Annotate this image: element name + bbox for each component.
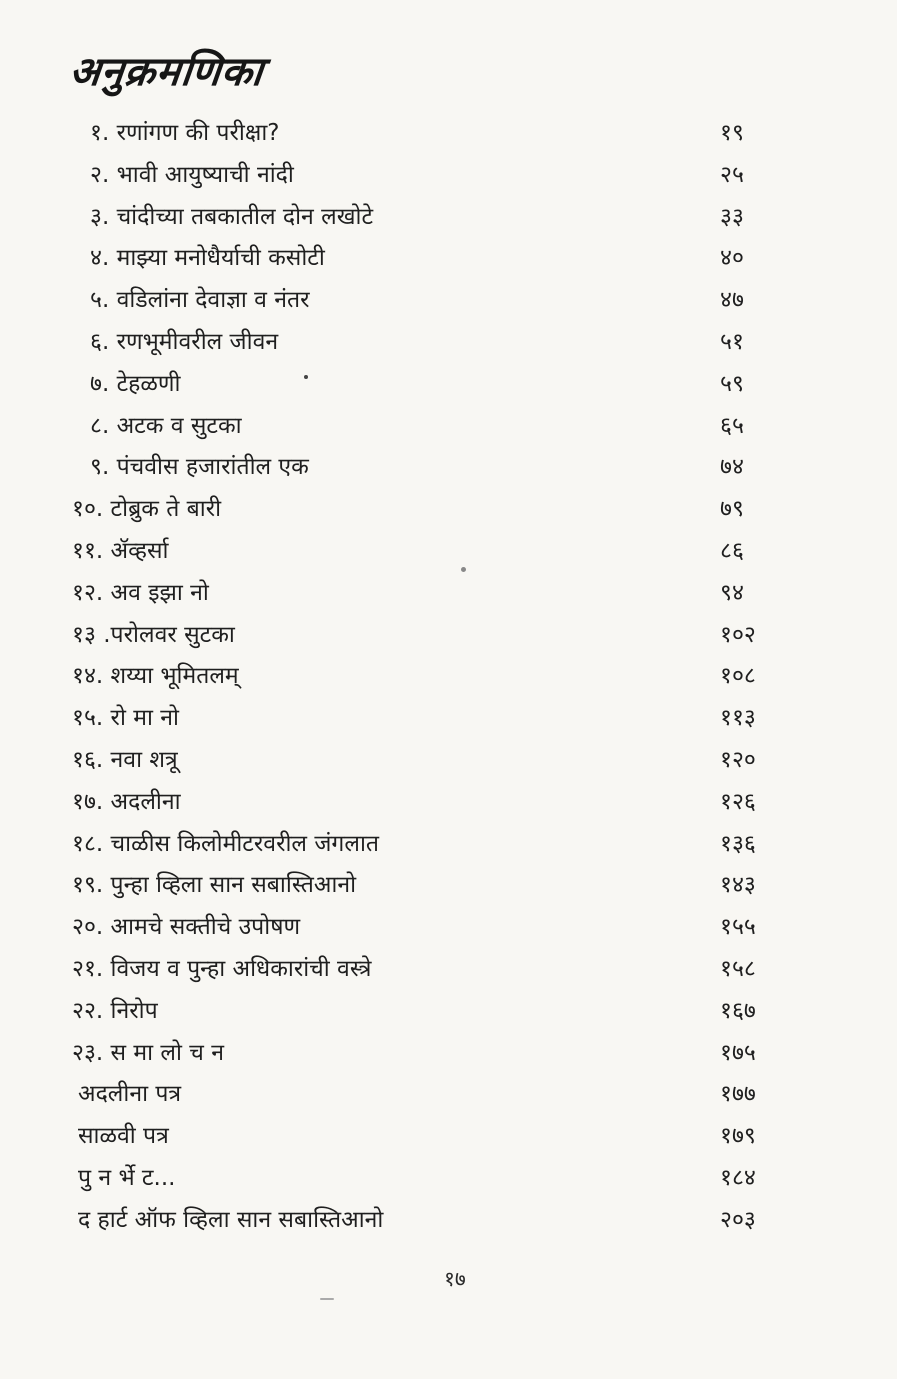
chapter-page-number: २५ [720, 161, 744, 188]
chapter-title: ५. वडिलांना देवाज्ञा व नंतर [90, 287, 310, 314]
toc-row-27 [0, 1200, 897, 1242]
chapter-title: ९. पंचवीस हजारांतील एक [90, 454, 309, 481]
chapter-page-number: १२६ [720, 788, 756, 815]
chapter-page-number: १४३ [720, 872, 756, 899]
chapter-title: २१. विजय व पुन्हा अधिकारांची वस्त्रे [72, 955, 372, 982]
toc-row-1 [0, 113, 897, 155]
chapter-page-number: १५८ [720, 955, 756, 982]
chapter-title: १५. रो मा नो [72, 705, 179, 732]
toc-row-6 [0, 322, 897, 364]
chapter-title: १२. अव इझा नो [72, 579, 209, 606]
chapter-page-number: ६५ [720, 412, 744, 439]
chapter-title: १०. टोब्रुक ते बारी [72, 496, 222, 523]
toc-row-11 [0, 531, 897, 573]
toc-row-21 [0, 949, 897, 991]
chapter-title: १६. नवा शत्रू [72, 746, 178, 773]
toc-row-22 [0, 991, 897, 1033]
toc-row-25 [0, 1116, 897, 1158]
chapter-page-number: ७९ [720, 496, 744, 523]
chapter-title: २०. आमचे सक्तीचे उपोषण [72, 914, 301, 941]
chapter-page-number: ५९ [720, 370, 744, 397]
toc-row-12 [0, 573, 897, 615]
chapter-page-number: १३६ [720, 830, 756, 857]
toc-row-16 [0, 740, 897, 782]
chapter-page-number: ११३ [720, 705, 756, 732]
chapter-page-number: १७९ [720, 1123, 756, 1150]
chapter-page-number: १२० [720, 746, 756, 773]
toc-row-4 [0, 238, 897, 280]
chapter-title: २३. स मा लो च न [72, 1039, 224, 1066]
chapter-title: द हार्ट ऑफ व्हिला सान सबास्तिआनो [78, 1206, 384, 1233]
chapter-page-number: १८४ [720, 1164, 756, 1191]
toc-row-7 [0, 364, 897, 406]
toc-row-17 [0, 782, 897, 824]
chapter-title: ३. चांदीच्या तबकातील दोन लखोटे [90, 203, 374, 230]
toc-row-9 [0, 447, 897, 489]
toc-row-19 [0, 865, 897, 907]
toc-row-13 [0, 615, 897, 657]
chapter-page-number: ५१ [720, 328, 744, 355]
chapter-page-number: १०२ [720, 621, 756, 648]
page-title: अनुक्रमणिका [67, 49, 266, 95]
chapter-page-number: १०८ [720, 663, 756, 690]
toc-row-8 [0, 406, 897, 448]
chapter-page-number: १६७ [720, 997, 756, 1024]
chapter-title: १७. अदलीना [72, 788, 181, 815]
toc-row-2 [0, 155, 897, 197]
chapter-page-number: ९४ [720, 579, 744, 606]
toc-row-18 [0, 824, 897, 866]
toc-row-20 [0, 907, 897, 949]
toc-row-15 [0, 698, 897, 740]
chapter-title: १९. पुन्हा व्हिला सान सबास्तिआनो [72, 872, 357, 899]
chapter-title: अदलीना पत्र [78, 1081, 182, 1108]
chapter-page-number: ४७ [720, 287, 744, 314]
chapter-page-number: १५५ [720, 914, 756, 941]
chapter-title: ७. टेहळणी [90, 370, 181, 397]
chapter-title: १. रणांगण की परीक्षा? [90, 120, 280, 146]
print-speck [304, 375, 308, 379]
chapter-page-number: १७५ [720, 1039, 756, 1066]
chapter-page-number: ८६ [720, 537, 744, 564]
chapter-page-number: २०३ [720, 1206, 756, 1233]
toc-row-10 [0, 489, 897, 531]
chapter-title: १८. चाळीस किलोमीटरवरील जंगलात [72, 830, 380, 857]
toc-row-5 [0, 280, 897, 322]
chapter-title: २. भावी आयुष्याची नांदी [90, 161, 294, 188]
chapter-page-number: ४० [720, 245, 744, 272]
chapter-title: ४. माझ्या मनोधैर्याची कसोटी [90, 245, 325, 272]
footer-page-number: १७ [444, 1267, 466, 1291]
chapter-page-number: ३३ [720, 203, 744, 230]
toc-row-23 [0, 1033, 897, 1075]
table-of-contents [0, 113, 897, 1242]
chapter-title: १३ .परोलवर सुटका [72, 621, 235, 648]
chapter-title: पु न र्भे ट... [78, 1164, 176, 1191]
chapter-title: ६. रणभूमीवरील जीवन [90, 328, 279, 355]
chapter-title: २२. निरोप [72, 997, 158, 1024]
print-speck [461, 567, 466, 572]
chapter-title: १४. शय्या भूमितलम् [72, 663, 239, 690]
chapter-title: ८. अटक व सुटका [90, 412, 242, 439]
chapter-title: साळवी पत्र [78, 1123, 169, 1150]
toc-row-14 [0, 656, 897, 698]
toc-row-26 [0, 1158, 897, 1200]
chapter-page-number: ७४ [720, 454, 744, 481]
toc-row-3 [0, 197, 897, 239]
chapter-page-number: १७७ [720, 1081, 756, 1108]
print-speck [320, 1298, 334, 1300]
toc-row-24 [0, 1074, 897, 1116]
chapter-title: ११. ॲव्हर्सा [72, 537, 169, 564]
chapter-page-number: १९ [720, 120, 744, 146]
